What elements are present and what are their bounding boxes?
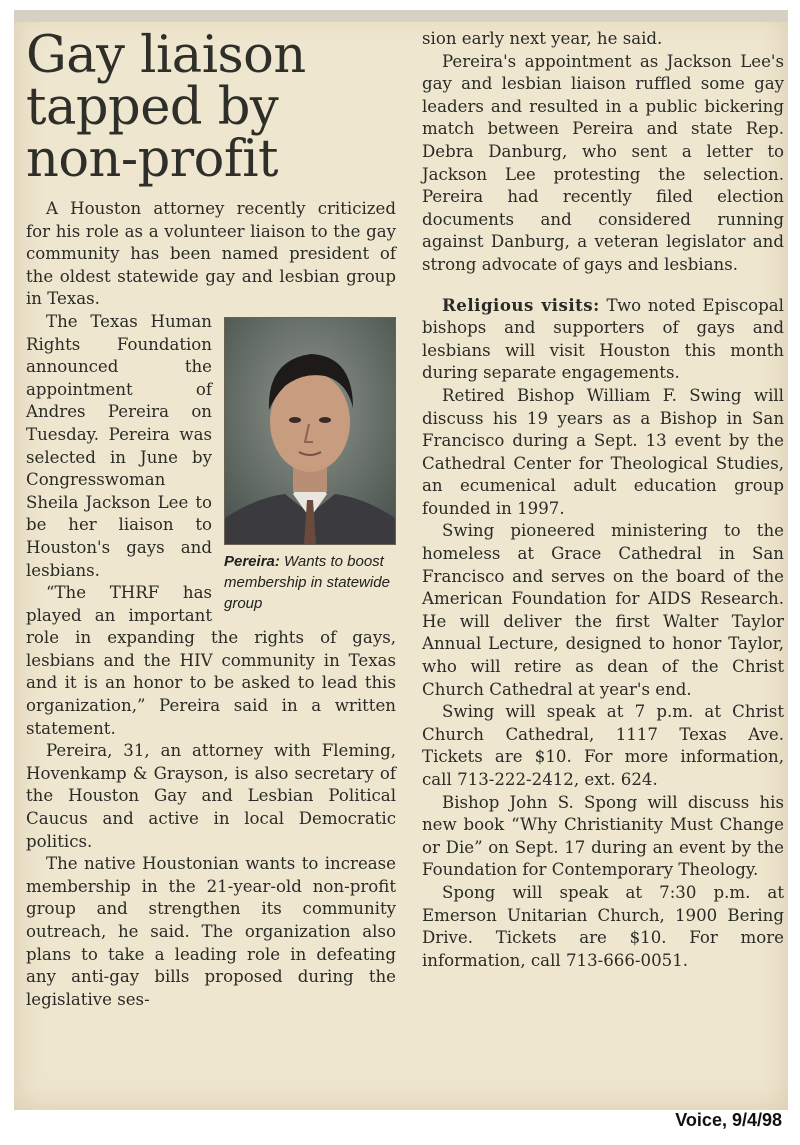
portrait-illustration: [225, 318, 395, 544]
article-paragraph: Swing pioneered ministering to the homeless at Grace Cathedral in San Francisco and serves on the board of the American Foundation for AIDS Research. He will deliver the first Walter Taylor Annual Lecture, designed to honor Taylor, who will retire as dean of the Christ Church Cathedral at year's end.: [422, 521, 784, 699]
article-paragraph: “The THRF has played an important role in expanding the rights of gays, lesbians and the HIV community in Texas and it is an honor to be asked to lead this organization,” Pereira said in a written statement.: [26, 583, 396, 738]
article-paragraph: A Houston attorney recently criticized for his role as a volunteer liaison to the gay community has been named president of the oldest statewide gay and lesbian group in Texas.: [26, 199, 396, 309]
article-column-left: [26, 26, 396, 1011]
caption-text: Wants to boost membership in statewide group: [224, 552, 390, 612]
portrait-photo: [224, 317, 396, 545]
article-paragraph: Pereira's appointment as Jackson Lee's gay and lesbian liaison ruffled some gay leaders and resulted in a public bickering match between Pereira and state Rep. Debra Danburg, who sent a letter to Jackson Lee protesting the selection. Pereira had recently filed election documents and considered running against Danburg, a veteran legislator and strong advocate of gays and lesbians.: [422, 51, 784, 274]
subhead-body: Two noted Episcopal bishops and supporters of gays and lesbians will visit Houston this month during separate engagements.: [422, 295, 784, 383]
article-paragraph: Swing will speak at 7 p.m. at Christ Church Cathedral, 1117 Texas Ave. Tickets are $10. For more information, call 713-222-2412, ext. 624.: [422, 702, 784, 789]
subhead-paragraph: [422, 294, 784, 385]
article-headline: Gay liaison tapped by non-profit: [26, 26, 306, 189]
article-paragraph: sion early next year, he said.: [422, 29, 663, 48]
caption-label: Pereira:: [224, 552, 280, 570]
newspaper-clipping: [14, 10, 788, 1110]
article-column-right: [422, 28, 784, 972]
section-subhead: Religious visits:: [442, 294, 600, 315]
article-paragraph: The Texas Human Rights Foundation announced the appointment of Andres Pereira on Tuesday. Pereira was selected in June by Congresswoman Sheila Jackson Lee to be her liaison to Houston's gays and lesbians.: [26, 311, 212, 580]
article-paragraph: Spong will speak at 7:30 p.m. at Emerson Unitarian Church, 1900 Bering Drive. Tickets are $10. For more information, call 713-666-0051.: [422, 882, 784, 970]
article-paragraph: Retired Bishop William F. Swing will discuss his 19 years as a Bishop in San Francisco during a Sept. 13 event by the Cathedral Center for Theological Studies, an ecumenical adult education group founded in 1997.: [422, 385, 784, 518]
scan-edge: [14, 10, 788, 22]
article-paragraph: The native Houstonian wants to increase membership in the 21-year-old non-profit group and strengthen its community outreach, he said. The organization also plans to take a leading role in defeating any anti-gay bills proposed during the legislative ses-: [26, 854, 396, 1009]
article-paragraph: Bishop John S. Spong will discuss his new book “Why Christianity Must Change or Die” on Sept. 17 during an event by the Foundation for Contemporary Theology.: [422, 792, 784, 880]
photo-block: [224, 317, 396, 614]
photo-caption: [224, 551, 396, 614]
article-paragraph: Pereira, 31, an attorney with Fleming, Hovenkamp & Grayson, is also secretary of the Houston Gay and Lesbian Political Caucus and active in local Democratic politics.: [26, 741, 396, 851]
source-credit: Voice, 9/4/98: [675, 1110, 782, 1130]
